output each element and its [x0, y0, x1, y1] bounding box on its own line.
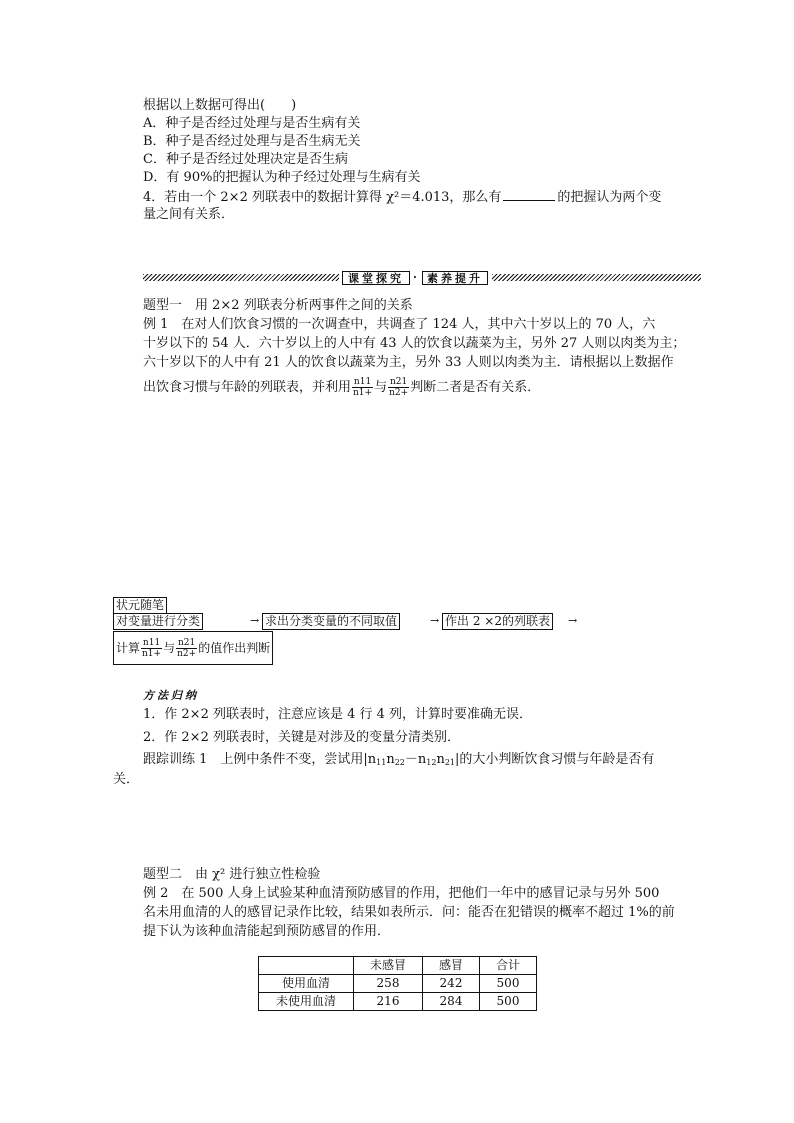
flow-fraction-1: $\frac{n11}{n1+}$ — [142, 638, 162, 659]
question-4-line2: 量之间有关系． — [143, 207, 235, 222]
topic2-title: 题型二 由 χ² 进行独立性检验 — [143, 867, 321, 882]
flow-header: 状元随笔 — [113, 597, 167, 613]
tracking-exercise-1-line2: 关． — [113, 772, 140, 787]
table-cell: 216 — [354, 993, 423, 1011]
option-d: D．有 90%的把握认为种子经过处理与生病有关 — [143, 170, 421, 185]
flow-box-judge — [113, 631, 273, 665]
flow-arrow-1: → — [250, 614, 260, 627]
tracking-exercise-1: 跟踪训练 1 上例中条件不变，尝试用$|n_{11}n_{22}-n_{12}n_{21}|$的大小判断饮食习惯与年龄是否有 — [143, 752, 655, 767]
table-cell: 500 — [480, 975, 537, 993]
banner-separator: · — [413, 271, 417, 284]
banner-hatch-left — [143, 274, 339, 281]
question-stem: 根据以上数据可得出( ) — [143, 98, 297, 113]
topic1-example-line4 — [143, 377, 540, 398]
topic2-example-line2: 名未用血清的人的感冒记录作比较，结果如表所示．问：能否在犯错误的概率不超过 1%的前 — [143, 905, 675, 920]
table-header-row — [259, 957, 537, 975]
topic1-example-line2: 十岁以下的 54 人．六十岁以上的人中有 43 人的饮食以蔬菜为主，另外 27 人则以肉类为主； — [143, 336, 686, 351]
question-4-text-part1: 4．若由一个 2×2 列联表中的数据计算得 χ²＝4.013，那么有 — [143, 190, 502, 205]
table-header-cell: 合计 — [480, 957, 537, 975]
section-banner — [143, 271, 701, 285]
table-cell: 使用血清 — [259, 975, 354, 993]
flow-box4-mid: 与 — [163, 641, 176, 655]
table-row — [259, 975, 537, 993]
table-cell: 258 — [354, 975, 423, 993]
tracking-text1: 跟踪训练 1 上例中条件不变，尝试用|n — [143, 752, 377, 767]
tracking-text2: |的大小判断饮食习惯与年龄是否有 — [455, 752, 655, 767]
option-b: B．种子是否经过处理与是否生病无关 — [143, 134, 361, 149]
banner-hatch-right — [492, 274, 701, 281]
fraction-n21-over-n2plus: $\frac{n21}{n2+}$ — [389, 377, 409, 398]
flow-box-table: 作出 2 ×2的列联表 — [442, 613, 553, 630]
flow-box-values: 求出分类变量的不同取值 — [262, 613, 400, 630]
topic2-example-line3: 提下认为该种血清能起到预防感冒的作用． — [143, 924, 391, 939]
flow-fraction-2: $\frac{n21}{n2+}$ — [177, 638, 197, 659]
option-a: A．种子是否经过处理与是否生病有关 — [143, 116, 361, 131]
table-row — [259, 993, 537, 1011]
table-cell: 未使用血清 — [259, 993, 354, 1011]
table-cell: 284 — [423, 993, 480, 1011]
method-item-1: 1．作 2×2 列联表时，注意应该是 4 行 4 列，计算时要准确无误． — [143, 707, 533, 722]
fraction-n11-over-n1plus: $\frac{n11}{n1+}$ — [353, 377, 373, 398]
method-item-2: 2．作 2×2 列联表时，关键是对涉及的变量分清类别． — [143, 730, 460, 745]
table-cell: 242 — [423, 975, 480, 993]
flow-arrow-2: → — [430, 614, 440, 627]
answer-blank — [503, 188, 555, 201]
topic1-line4-text2: 判断二者是否有关系． — [410, 380, 541, 395]
method-title: 方法归纳 — [143, 689, 199, 702]
table-header-cell: 感冒 — [423, 957, 480, 975]
table-header-cell — [259, 957, 354, 975]
topic1-example-line3: 六十岁以下的人中有 21 人的饮食以蔬菜为主，另外 33 人则以肉类为主．请根据以上数据作 — [143, 355, 674, 370]
option-c: C．种子是否经过处理决定是否生病 — [143, 152, 348, 167]
table-header-cell: 未感冒 — [354, 957, 423, 975]
question-4 — [143, 188, 661, 206]
flow-box-classify: 对变量进行分类 — [113, 613, 203, 630]
flow-box4-prefix: 计算 — [116, 641, 141, 655]
table-cell: 500 — [480, 993, 537, 1011]
banner-label-left: 课堂探究 — [342, 271, 410, 285]
topic1-line4-mid: 与 — [374, 380, 388, 395]
banner-label-right: 素养提升 — [422, 271, 488, 285]
topic1-line4-text1: 出饮食习惯与年龄的列联表，并利用 — [143, 380, 352, 395]
topic1-example-line1: 例 1 在对人们饮食习惯的一次调查中，共调查了 124 人，其中六十岁以上的 70 人，六 — [143, 317, 656, 332]
question-4-text-part2: 的把握认为两个变 — [557, 190, 662, 205]
topic1-title: 题型一 用 2×2 列联表分析两事件之间的关系 — [143, 298, 413, 313]
topic2-example-line1: 例 2 在 500 人身上试验某种血清预防感冒的作用，把他们一年中的感冒记录与另外 500 — [143, 886, 660, 901]
serum-cold-table — [258, 956, 537, 1011]
flow-arrow-3: → — [568, 614, 578, 627]
flow-box4-suffix: 的值作出判断 — [198, 641, 271, 655]
